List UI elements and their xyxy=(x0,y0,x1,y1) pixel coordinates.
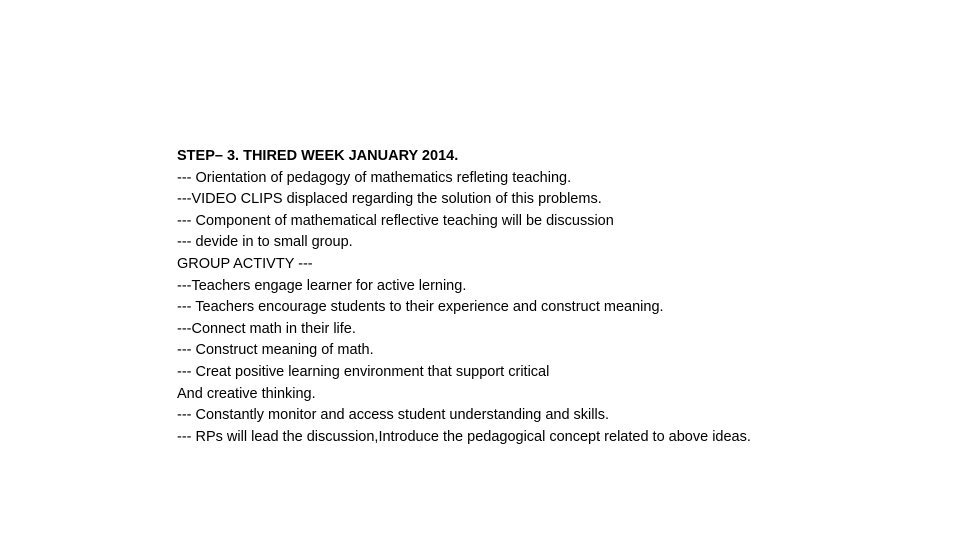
text-line-connect-math: ---Connect math in their life. xyxy=(177,320,356,337)
text-line-positive-environment: --- Creat positive learning environment that support critical xyxy=(177,363,550,380)
text-line-construct-meaning: --- Construct meaning of math. xyxy=(177,342,374,359)
text-line-encourage-students: --- Teachers encourage students to their experience and construct meaning. xyxy=(177,299,664,316)
text-line-group-activity: GROUP ACTIVTY --- xyxy=(177,255,313,272)
text-line-monitor-access: --- Constantly monitor and access student understanding and skills. xyxy=(177,407,609,424)
text-line-rps-lead: --- RPs will lead the discussion,Introduce the pedagogical concept related to above ideas. xyxy=(177,428,751,445)
text-line-small-group: --- devide in to small group. xyxy=(177,234,353,251)
text-line-video-clips: ---VIDEO CLIPS displaced regarding the solution of this problems. xyxy=(177,191,602,208)
step-heading: STEP– 3. THIRED WEEK JANUARY 2014. xyxy=(177,148,459,164)
text-line-creative-thinking: And creative thinking. xyxy=(177,385,316,402)
text-line-orientation: --- Orientation of pedagogy of mathematics refleting teaching. xyxy=(177,169,572,186)
text-line-engage-learner: ---Teachers engage learner for active lerning. xyxy=(177,277,467,294)
slide-text-block xyxy=(177,146,937,448)
text-line-component: --- Component of mathematical reflective teaching will be discussion xyxy=(177,212,614,229)
